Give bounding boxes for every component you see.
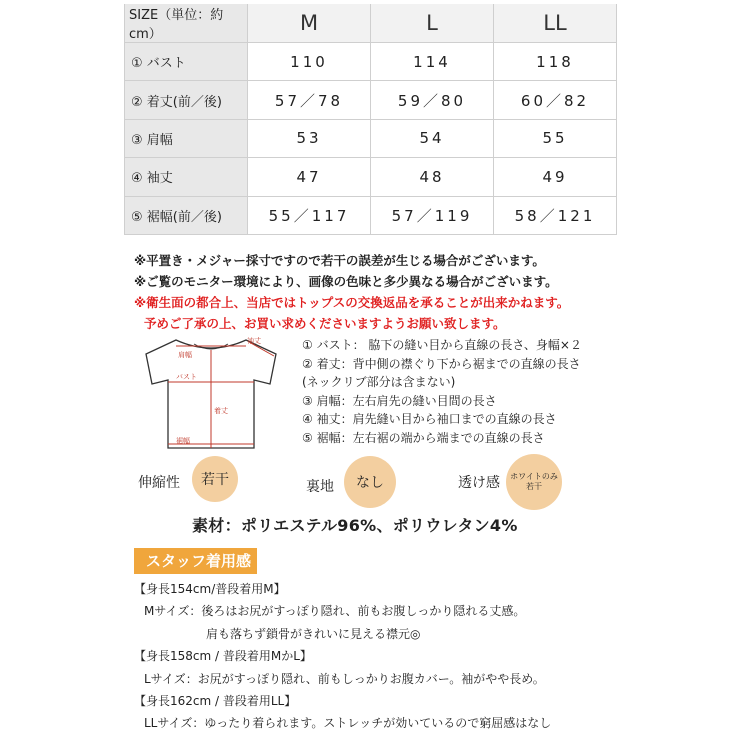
cell-value: 53 xyxy=(248,119,371,157)
staff-fit-tag: スタッフ着用感 xyxy=(134,548,257,574)
staff-heading: 【身長162cm / 普段着用LL】 xyxy=(134,694,297,709)
measurement-definitions xyxy=(302,336,622,448)
diagram-label-length: 着丈 xyxy=(214,407,228,415)
sheer-value-line2: 若干 xyxy=(526,482,542,491)
stretch-badge xyxy=(192,456,238,502)
row-label-sleeve: ④ 袖丈 xyxy=(125,158,248,196)
size-header-l: L xyxy=(371,4,494,43)
diagram-label-sleeve: 袖丈 xyxy=(247,337,261,345)
table-row xyxy=(125,196,617,234)
row-label-hem: ⑤ 裾幅(前／後) xyxy=(125,196,248,234)
table-row xyxy=(125,81,617,119)
list-item: ④ 袖丈：肩先縫い目から袖口までの直線の長さ xyxy=(302,412,557,427)
size-table xyxy=(124,4,617,235)
material-composition: 素材：ポリエステル96%、ポリウレタン4% xyxy=(192,516,518,535)
size-header-row xyxy=(125,4,617,43)
note-line: ※ご覧のモニター環境により、画像の色味と多少異なる場合がございます。 xyxy=(134,274,558,289)
lining-label: 裏地 xyxy=(306,479,334,495)
sheer-label: 透け感 xyxy=(458,475,500,491)
tshirt-diagram xyxy=(136,334,286,454)
row-label-bust: ① バスト xyxy=(125,43,248,81)
list-item: ① バスト： 脇下の縫い目から直線の長さ、身幅×２ xyxy=(302,338,582,352)
diagram-label-shoulder: 肩幅 xyxy=(178,351,192,359)
sheer-value-line1: ホワイトのみ xyxy=(510,472,558,481)
table-row xyxy=(125,43,617,81)
staff-fit-notes xyxy=(134,578,694,735)
row-label-shoulder: ③ 肩幅 xyxy=(125,119,248,157)
note-warning: 予めご了承の上、お買い求めくださいますようお願い致します。 xyxy=(144,316,506,331)
notes xyxy=(134,250,594,334)
staff-heading: 【身長154cm/普段着用M】 xyxy=(134,582,286,596)
size-unit-label: SIZE（単位：約cm） xyxy=(125,4,248,43)
staff-comment: LLサイズ：ゆったり着られます。ストレッチが効いているので窮屈感はなし xyxy=(144,716,552,731)
cell-value: 110 xyxy=(248,43,371,81)
cell-value: 58／121 xyxy=(494,196,617,234)
cell-value: 55 xyxy=(494,119,617,157)
cell-value: 57／78 xyxy=(248,81,371,119)
table-row xyxy=(125,119,617,157)
list-item: ② 着丈：背中側の襟ぐり下から裾までの直線の長さ xyxy=(302,356,581,371)
list-item: (ネックリブ部分は含まない) xyxy=(302,375,456,390)
size-header-m: M xyxy=(248,4,371,43)
fabric-properties xyxy=(0,456,740,516)
staff-comment: Lサイズ：お尻がすっぽり隠れ、前もしっかりお腹カバー。袖がやや長め。 xyxy=(144,671,545,686)
cell-value: 48 xyxy=(371,158,494,196)
cell-value: 47 xyxy=(248,158,371,196)
list-item: ⑤ 裾幅：左右裾の端から端までの直線の長さ xyxy=(302,430,545,445)
diagram-label-hem: 裾幅 xyxy=(176,437,190,445)
row-label-length: ② 着丈(前／後) xyxy=(125,81,248,119)
cell-value: 118 xyxy=(494,43,617,81)
cell-value: 57／119 xyxy=(371,196,494,234)
size-header-ll: LL xyxy=(494,4,617,43)
stretch-value: 若干 xyxy=(201,472,229,488)
cell-value: 60／82 xyxy=(494,81,617,119)
cell-value: 55／117 xyxy=(248,196,371,234)
lining-value: なし xyxy=(356,475,384,491)
tshirt-outline-icon xyxy=(136,334,286,454)
diagram-label-bust: バスト xyxy=(176,373,197,381)
table-row xyxy=(125,158,617,196)
lining-badge xyxy=(344,456,396,508)
cell-value: 59／80 xyxy=(371,81,494,119)
staff-comment: Mサイズ：後ろはお尻がすっぽり隠れ、前もお腹しっかり隠れる丈感。 xyxy=(144,604,526,619)
cell-value: 114 xyxy=(371,43,494,81)
sheer-badge xyxy=(506,454,562,510)
note-warning: ※衛生面の都合上、当店ではトップスの交換返品を承ることが出来かねます。 xyxy=(134,295,570,310)
note-line: ※平置き・メジャー採寸ですので若干の誤差が生じる場合がございます。 xyxy=(134,253,545,268)
cell-value: 49 xyxy=(494,158,617,196)
list-item: ③ 肩幅：左右肩先の縫い目間の長さ xyxy=(302,393,497,408)
cell-value: 54 xyxy=(371,119,494,157)
stretch-label: 伸縮性 xyxy=(138,475,180,491)
staff-heading: 【身長158cm / 普段着用MかL】 xyxy=(134,649,312,664)
staff-comment: 肩も落ちず鎖骨がきれいに見える襟元◎ xyxy=(206,626,421,641)
